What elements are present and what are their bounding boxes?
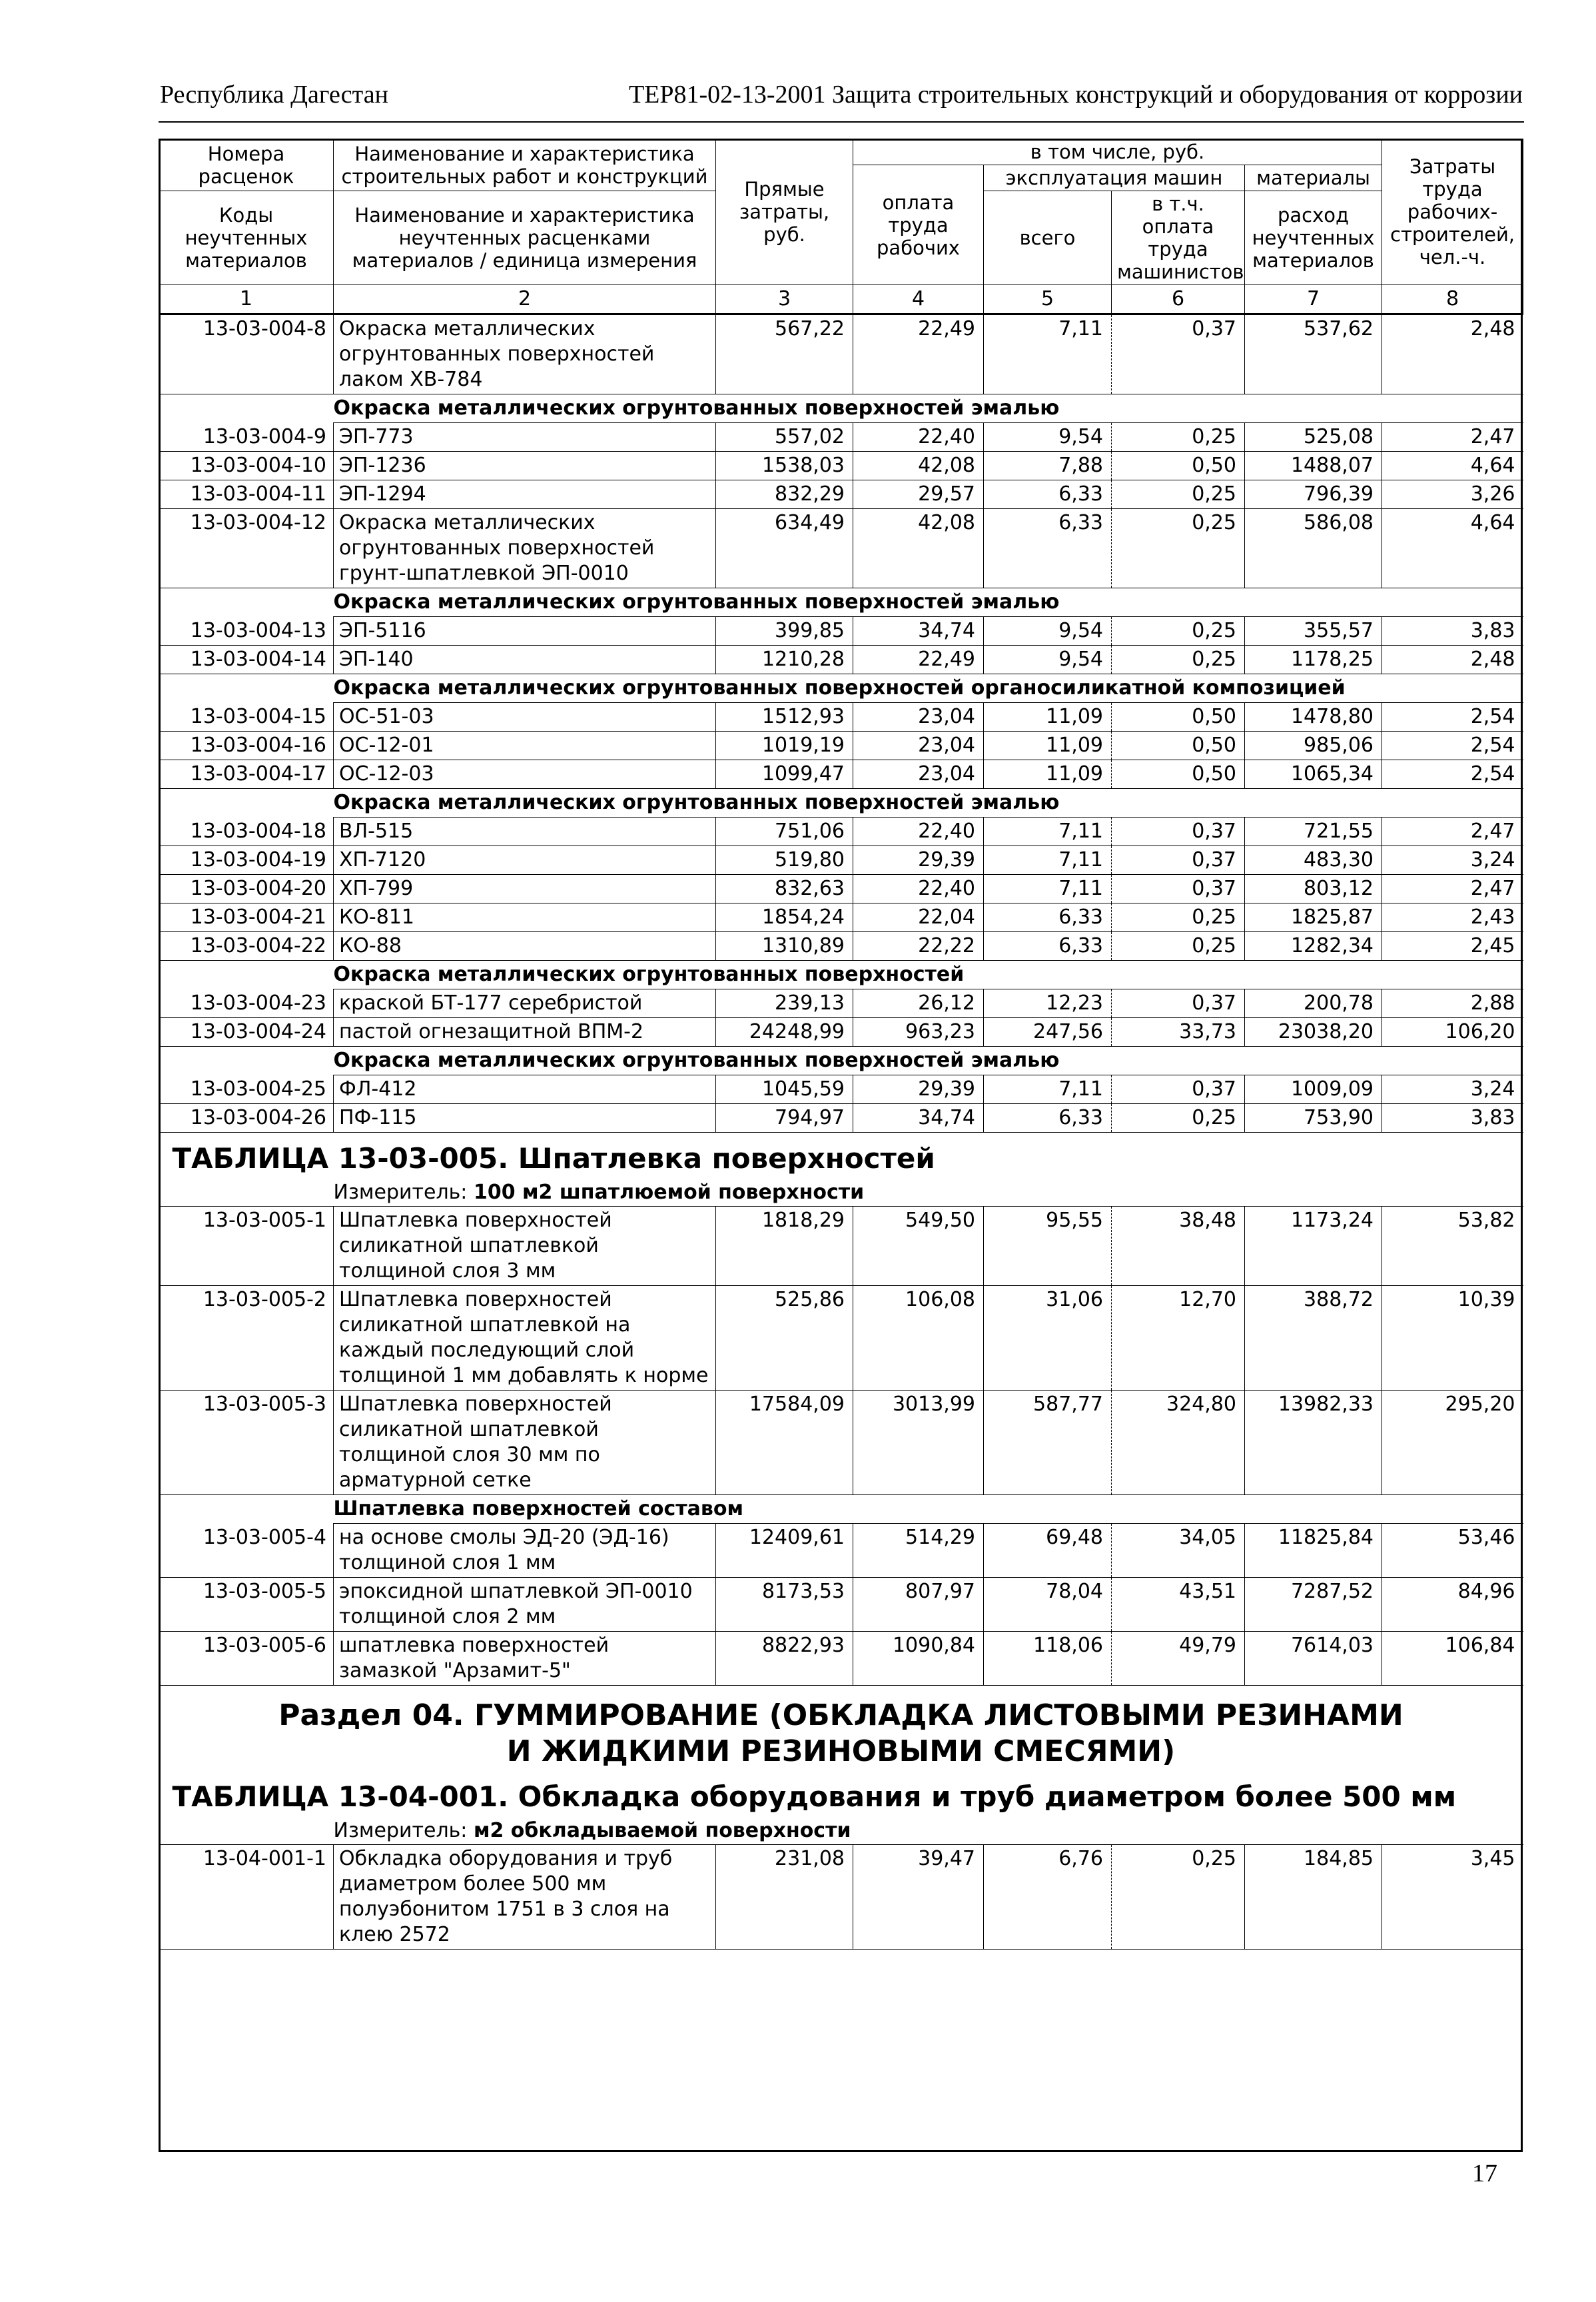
machinist-pay: 43,51 [1112,1578,1245,1632]
direct-costs: 832,63 [716,875,853,903]
material-use: 11825,84 [1245,1524,1382,1578]
labor-hours: 2,47 [1382,818,1523,846]
machines-total: 6,33 [984,509,1112,588]
labor-hours: 2,54 [1382,760,1523,789]
rate-code: 13-03-004-14 [159,646,334,674]
machines-total: 7,11 [984,818,1112,846]
labor-hours: 106,84 [1382,1632,1523,1686]
work-name: ОС-51-03 [334,703,716,732]
col-header-material-names: Наименование и характеристика неучтенных расценками материалов / единица измерения [334,191,716,285]
worker-pay: 106,08 [853,1286,984,1391]
rate-code: 13-03-004-26 [159,1104,334,1133]
direct-costs: 519,80 [716,846,853,875]
machinist-pay: 0,50 [1112,732,1245,760]
rate-code: 13-03-004-13 [159,617,334,646]
rate-code: 13-03-004-22 [159,932,334,961]
direct-costs: 8822,93 [716,1632,853,1686]
col-header-labor: Затраты труда рабочих-строителей, чел.-ч. [1382,139,1523,285]
machinist-pay: 0,25 [1112,646,1245,674]
machinist-pay: 0,50 [1112,760,1245,789]
worker-pay: 22,04 [853,903,984,932]
worker-pay: 22,40 [853,423,984,452]
col-header-material-codes: Коды неучтенных материалов [159,191,334,285]
col-header-direct-costs: Прямые затраты, руб. [716,139,853,285]
labor-hours: 3,45 [1382,1845,1523,1950]
material-use: 796,39 [1245,480,1382,509]
machinist-pay: 0,37 [1112,314,1245,394]
worker-pay: 22,22 [853,932,984,961]
work-name: ВЛ-515 [334,818,716,846]
machinist-pay: 0,25 [1112,480,1245,509]
direct-costs: 567,22 [716,314,853,394]
work-name: Шпатлевка поверхностей силикатной шпатлевкой на каждый последующий слой толщиной 1 мм добавлять к норме [334,1286,716,1391]
direct-costs: 239,13 [716,989,853,1018]
direct-costs: 1099,47 [716,760,853,789]
direct-costs: 1310,89 [716,932,853,961]
rate-code: 13-03-005-1 [159,1207,334,1286]
machines-total: 7,88 [984,452,1112,480]
section-title-line: Раздел 04. ГУММИРОВАНИЕ (ОБКЛАДКА ЛИСТОВЫМИ РЕЗИНАМИ [278,1698,1403,1732]
worker-pay: 42,08 [853,509,984,588]
rate-code: 13-03-004-15 [159,703,334,732]
material-use: 1282,34 [1245,932,1382,961]
rate-code: 13-03-004-18 [159,818,334,846]
machinist-pay: 0,25 [1112,932,1245,961]
machinist-pay: 0,37 [1112,989,1245,1018]
work-name: ОС-12-01 [334,732,716,760]
direct-costs: 8173,53 [716,1578,853,1632]
labor-hours: 2,45 [1382,932,1523,961]
direct-costs: 832,29 [716,480,853,509]
col-header-material-use: расход неучтенных материалов [1245,191,1382,285]
labor-hours: 3,83 [1382,617,1523,646]
material-use: 525,08 [1245,423,1382,452]
worker-pay: 39,47 [853,1845,984,1950]
section-title-line: И ЖИДКИМИ РЕЗИНОВЫМИ СМЕСЯМИ) [506,1734,1176,1768]
direct-costs: 1818,29 [716,1207,853,1286]
rate-code: 13-03-004-16 [159,732,334,760]
direct-costs: 24248,99 [716,1018,853,1047]
labor-hours: 53,46 [1382,1524,1523,1578]
machinist-pay: 0,37 [1112,818,1245,846]
work-name: Окраска металлических огрунтованных поверхностей лаком ХВ-784 [334,314,716,394]
machines-total: 11,09 [984,703,1112,732]
table-title: ТАБЛИЦА 13-04-001. Обкладка оборудования и труб диаметром более 500 мм [172,1780,1457,1813]
subgroup-title: Окраска металлических огрунтованных поверхностей [334,961,1523,989]
machines-total: 6,33 [984,932,1112,961]
machinist-pay: 0,37 [1112,875,1245,903]
work-name: ЭП-1236 [334,452,716,480]
material-use: 7614,03 [1245,1632,1382,1686]
col-header-materials: материалы [1245,165,1382,191]
labor-hours: 3,24 [1382,846,1523,875]
machines-total: 587,77 [984,1391,1112,1495]
material-use: 803,12 [1245,875,1382,903]
rate-code: 13-03-004-21 [159,903,334,932]
worker-pay: 23,04 [853,703,984,732]
machinist-pay: 12,70 [1112,1286,1245,1391]
worker-pay: 29,39 [853,1075,984,1104]
machinist-pay: 324,80 [1112,1391,1245,1495]
work-name: КО-88 [334,932,716,961]
rate-code: 13-03-005-2 [159,1286,334,1391]
col-header-work-name: Наименование и характеристика строительных работ и конструкций [334,139,716,191]
work-name: краской БТ-177 серебристой [334,989,716,1018]
direct-costs: 1019,19 [716,732,853,760]
material-use: 200,78 [1245,989,1382,1018]
direct-costs: 1045,59 [716,1075,853,1104]
labor-hours: 4,64 [1382,509,1523,588]
worker-pay: 514,29 [853,1524,984,1578]
material-use: 1488,07 [1245,452,1382,480]
material-use: 753,90 [1245,1104,1382,1133]
labor-hours: 2,47 [1382,423,1523,452]
col-header-worker-pay: оплата труда рабочих [853,165,984,285]
rate-code: 13-03-004-24 [159,1018,334,1047]
machines-total: 31,06 [984,1286,1112,1391]
machinist-pay: 38,48 [1112,1207,1245,1286]
rate-code: 13-03-004-20 [159,875,334,903]
material-use: 7287,52 [1245,1578,1382,1632]
rate-code: 13-03-004-17 [159,760,334,789]
col-header-group: в том числе, руб. [853,139,1382,165]
machinist-pay: 0,37 [1112,846,1245,875]
rate-code: 13-03-004-11 [159,480,334,509]
worker-pay: 22,40 [853,875,984,903]
labor-hours: 2,47 [1382,875,1523,903]
subgroup-title: Окраска металлических огрунтованных поверхностей эмалью [334,394,1523,423]
rate-code: 13-03-005-5 [159,1578,334,1632]
machines-total: 12,23 [984,989,1112,1018]
column-number: 1 [159,285,334,314]
material-use: 483,30 [1245,846,1382,875]
worker-pay: 22,49 [853,314,984,394]
material-use: 985,06 [1245,732,1382,760]
table-frame [159,139,1523,2152]
material-use: 23038,20 [1245,1018,1382,1047]
machinist-pay: 0,37 [1112,1075,1245,1104]
column-number: 8 [1382,285,1523,314]
labor-hours: 295,20 [1382,1391,1523,1495]
machinist-pay: 0,25 [1112,509,1245,588]
labor-hours: 10,39 [1382,1286,1523,1391]
column-number: 2 [334,285,716,314]
direct-costs: 634,49 [716,509,853,588]
rate-code: 13-03-004-23 [159,989,334,1018]
machines-total: 95,55 [984,1207,1112,1286]
worker-pay: 34,74 [853,617,984,646]
rate-code: 13-03-004-9 [159,423,334,452]
labor-hours: 2,48 [1382,314,1523,394]
page-number: 17 [1472,2159,1497,2187]
direct-costs: 231,08 [716,1845,853,1950]
machinist-pay: 0,25 [1112,1104,1245,1133]
labor-hours: 84,96 [1382,1578,1523,1632]
work-name: ЭП-773 [334,423,716,452]
machines-total: 6,76 [984,1845,1112,1950]
work-name: ЭП-5116 [334,617,716,646]
col-header-rate-number: Номера расценок [159,139,334,191]
machines-total: 7,11 [984,875,1112,903]
machines-total: 6,33 [984,1104,1112,1133]
work-name: Обкладка оборудования и труб диаметром более 500 мм полуэбонитом 1751 в 3 слоя на клею 2572 [334,1845,716,1950]
machines-total: 11,09 [984,732,1112,760]
labor-hours: 3,24 [1382,1075,1523,1104]
work-name: ХП-7120 [334,846,716,875]
rate-code: 13-03-004-25 [159,1075,334,1104]
worker-pay: 29,39 [853,846,984,875]
direct-costs: 1210,28 [716,646,853,674]
work-name: эпоксидной шпатлевкой ЭП-0010 толщиной слоя 2 мм [334,1578,716,1632]
worker-pay: 29,57 [853,480,984,509]
labor-hours: 2,54 [1382,703,1523,732]
worker-pay: 22,40 [853,818,984,846]
work-name: шпатлевка поверхностей замазкой "Арзамит-5" [334,1632,716,1686]
material-use: 586,08 [1245,509,1382,588]
page-header-left: Республика Дагестан [160,81,388,109]
work-name: Окраска металлических огрунтованных поверхностей грунт-шпатлевкой ЭП-0010 [334,509,716,588]
work-name: Шпатлевка поверхностей силикатной шпатлевкой толщиной слоя 30 мм по арматурной сетке [334,1391,716,1495]
machines-total: 7,11 [984,846,1112,875]
direct-costs: 17584,09 [716,1391,853,1495]
material-use: 1065,34 [1245,760,1382,789]
material-use: 1178,25 [1245,646,1382,674]
worker-pay: 23,04 [853,732,984,760]
machines-total: 9,54 [984,646,1112,674]
worker-pay: 34,74 [853,1104,984,1133]
material-use: 1009,09 [1245,1075,1382,1104]
worker-pay: 963,23 [853,1018,984,1047]
machines-total: 11,09 [984,760,1112,789]
measure-label: Измеритель: [333,1181,474,1204]
machines-total: 9,54 [984,617,1112,646]
machinist-pay: 33,73 [1112,1018,1245,1047]
labor-hours: 2,43 [1382,903,1523,932]
table-title: ТАБЛИЦА 13-03-005. Шпатлевка поверхностей [172,1142,935,1175]
machinist-pay: 0,50 [1112,703,1245,732]
material-use: 355,57 [1245,617,1382,646]
machinist-pay: 34,05 [1112,1524,1245,1578]
machinist-pay: 0,50 [1112,452,1245,480]
labor-hours: 3,83 [1382,1104,1523,1133]
rate-code: 13-03-005-3 [159,1391,334,1495]
labor-hours: 106,20 [1382,1018,1523,1047]
material-use: 1478,80 [1245,703,1382,732]
column-number: 7 [1245,285,1382,314]
rate-code: 13-03-004-8 [159,314,334,394]
col-header-machinist-pay: в т.ч. оплата труда машинистов [1112,191,1245,285]
subgroup-title: Окраска металлических огрунтованных поверхностей эмалью [334,789,1523,818]
measure-value: 100 м2 шпатлюемой поверхности [473,1181,865,1204]
direct-costs: 557,02 [716,423,853,452]
column-number: 3 [716,285,853,314]
rate-code: 13-03-004-12 [159,509,334,588]
work-name: КО-811 [334,903,716,932]
labor-hours: 4,64 [1382,452,1523,480]
machines-total: 247,56 [984,1018,1112,1047]
direct-costs: 794,97 [716,1104,853,1133]
machinist-pay: 0,25 [1112,903,1245,932]
labor-hours: 2,54 [1382,732,1523,760]
work-name: ЭП-140 [334,646,716,674]
labor-hours: 3,26 [1382,480,1523,509]
work-name: Шпатлевка поверхностей силикатной шпатлевкой толщиной слоя 3 мм [334,1207,716,1286]
material-use: 1173,24 [1245,1207,1382,1286]
column-number: 6 [1112,285,1245,314]
direct-costs: 399,85 [716,617,853,646]
rate-code: 13-03-004-10 [159,452,334,480]
worker-pay: 26,12 [853,989,984,1018]
labor-hours: 2,48 [1382,646,1523,674]
worker-pay: 3013,99 [853,1391,984,1495]
machines-total: 6,33 [984,480,1112,509]
machines-total: 7,11 [984,314,1112,394]
rate-code: 13-03-004-19 [159,846,334,875]
page-header-right: ТЕР81-02-13-2001 Защита строительных конструкций и оборудования от коррозии [628,81,1523,109]
material-use: 721,55 [1245,818,1382,846]
worker-pay: 807,97 [853,1578,984,1632]
machines-total: 9,54 [984,423,1112,452]
work-name: на основе смолы ЭД-20 (ЭД-16) толщиной слоя 1 мм [334,1524,716,1578]
machines-total: 7,11 [984,1075,1112,1104]
direct-costs: 1854,24 [716,903,853,932]
machinist-pay: 0,25 [1112,617,1245,646]
subgroup-title: Окраска металлических огрунтованных поверхностей эмалью [334,588,1523,617]
material-use: 1825,87 [1245,903,1382,932]
material-use: 537,62 [1245,314,1382,394]
subgroup-title: Окраска металлических огрунтованных поверхностей органосиликатной композицией [334,674,1523,703]
machinist-pay: 0,25 [1112,423,1245,452]
worker-pay: 22,49 [853,646,984,674]
machines-total: 69,48 [984,1524,1112,1578]
work-name: ФЛ-412 [334,1075,716,1104]
column-number: 5 [984,285,1112,314]
work-name: ОС-12-03 [334,760,716,789]
direct-costs: 1538,03 [716,452,853,480]
header-rule [159,121,1524,123]
machinist-pay: 0,25 [1112,1845,1245,1950]
labor-hours: 53,82 [1382,1207,1523,1286]
work-name: пастой огнезащитной ВПМ-2 [334,1018,716,1047]
work-name: ХП-799 [334,875,716,903]
worker-pay: 42,08 [853,452,984,480]
column-number: 4 [853,285,984,314]
direct-costs: 751,06 [716,818,853,846]
machines-total: 78,04 [984,1578,1112,1632]
subgroup-title: Окраска металлических огрунтованных поверхностей эмалью [334,1047,1523,1075]
worker-pay: 549,50 [853,1207,984,1286]
machines-total: 6,33 [984,903,1112,932]
measure-value: м2 обкладываемой поверхности [473,1819,851,1842]
work-name: ЭП-1294 [334,480,716,509]
measure-label: Измеритель: [333,1819,474,1842]
machines-total: 118,06 [984,1632,1112,1686]
rate-code: 13-03-005-4 [159,1524,334,1578]
rate-code: 13-03-005-6 [159,1632,334,1686]
direct-costs: 12409,61 [716,1524,853,1578]
work-name: ПФ-115 [334,1104,716,1133]
rate-code: 13-04-001-1 [159,1845,334,1950]
labor-hours: 2,88 [1382,989,1523,1018]
subgroup-title: Шпатлевка поверхностей составом [334,1495,1523,1524]
col-header-machines: эксплуатация машин [984,165,1245,191]
direct-costs: 1512,93 [716,703,853,732]
material-use: 184,85 [1245,1845,1382,1950]
col-header-machines-total: всего [984,191,1112,285]
worker-pay: 23,04 [853,760,984,789]
worker-pay: 1090,84 [853,1632,984,1686]
direct-costs: 525,86 [716,1286,853,1391]
material-use: 388,72 [1245,1286,1382,1391]
material-use: 13982,33 [1245,1391,1382,1495]
machinist-pay: 49,79 [1112,1632,1245,1686]
